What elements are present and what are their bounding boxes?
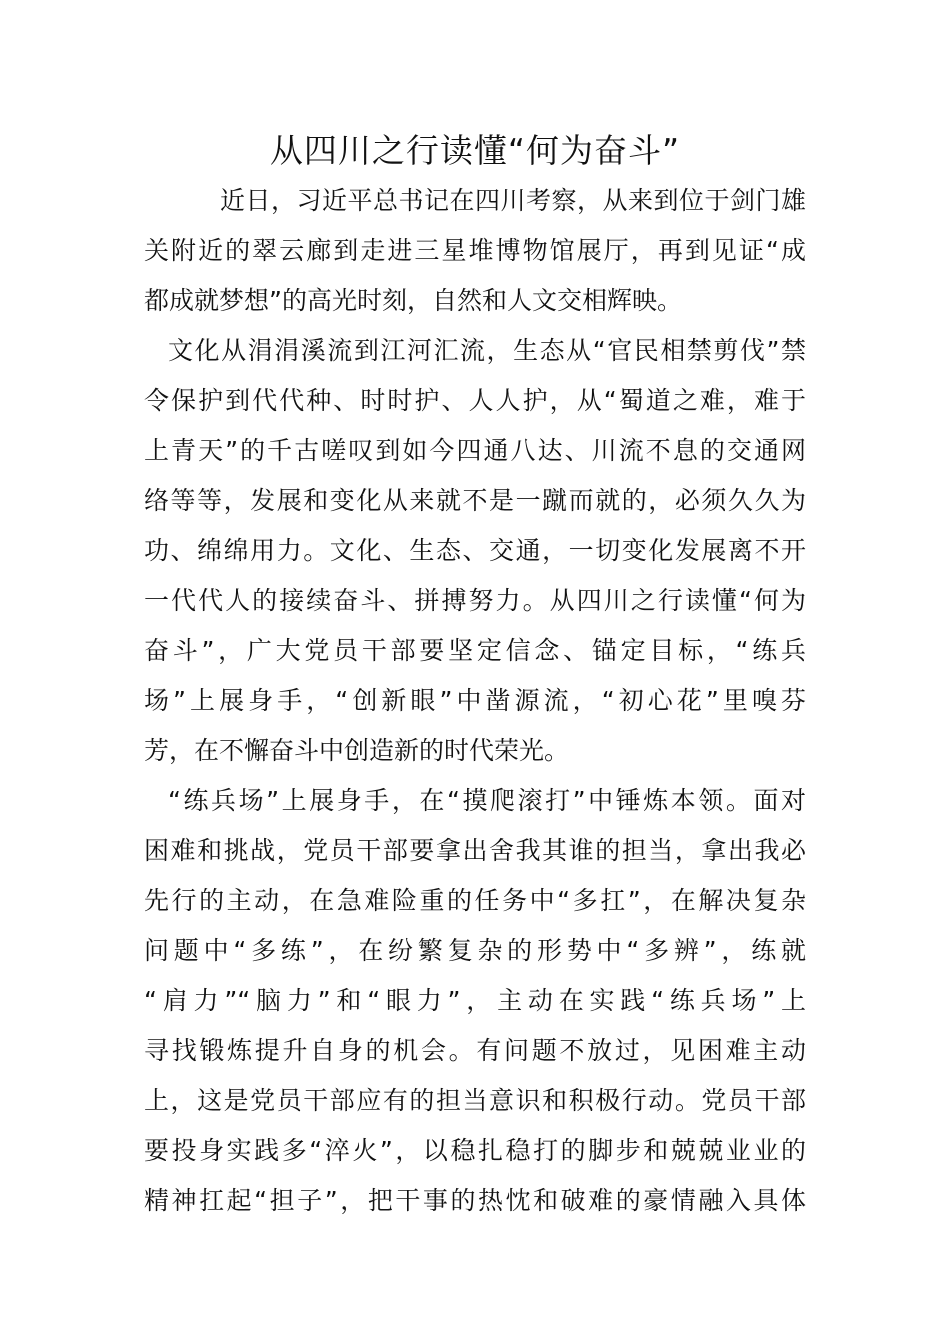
paragraph-1-line-2: 关附近的翠云廊到走进三星堆博物馆展厅，再到见证“成: [144, 236, 806, 265]
document-title: 从四川之行读懂“何为奋斗”: [269, 131, 681, 170]
paragraph-2-line-2: 令保护到代代种、时时护、人人护，从“蜀道之难，难于: [144, 386, 806, 415]
paragraph-2-line-5: 功、绵绵用力。文化、生态、交通，一切变化发展离不开: [144, 536, 806, 565]
paragraph-2-line-6: 一代代人的接续奋斗、拼搏努力。从四川之行读懂“何为: [144, 586, 806, 615]
paragraph-3-line-9: 精神扛起“担子”，把干事的热忱和破难的豪情融入具体: [144, 1186, 806, 1215]
paragraph-2-line-3: 上青天”的千古嗟叹到如今四通八达、川流不息的交通网: [144, 436, 806, 465]
paragraph-1-line-1: 近日，习近平总书记在四川考察，从来到位于剑门雄: [220, 186, 806, 215]
paragraph-3-line-2: 困难和挑战，党员干部要拿出舍我其谁的担当，拿出我必: [144, 836, 806, 865]
paragraph-3-line-4: 问题中“多练”，在纷繁复杂的形势中“多辨”，练就: [144, 936, 806, 965]
paragraph-3-line-6: 寻找锻炼提升自身的机会。有问题不放过，见困难主动: [144, 1036, 806, 1065]
paragraph-3-line-3: 先行的主动，在急难险重的任务中“多扛”，在解决复杂: [144, 886, 806, 915]
paragraph-3-line-8: 要投身实践多“淬火”，以稳扎稳打的脚步和兢兢业业的: [144, 1136, 806, 1165]
paragraph-2-line-4: 络等等，发展和变化从来就不是一蹴而就的，必须久久为: [144, 486, 806, 515]
paragraph-3-line-1: “练兵场”上展身手，在“摸爬滚打”中锤炼本领。面对: [168, 786, 806, 815]
paragraph-2-line-1: 文化从涓涓溪流到江河汇流，生态从“官民相禁剪伐”禁: [168, 336, 806, 365]
paragraph-2-line-9: 芳，在不懈奋斗中创造新的时代荣光。: [144, 736, 570, 765]
paragraph-3-line-7: 上，这是党员干部应有的担当意识和积极行动。党员干部: [144, 1086, 806, 1115]
paragraph-2-line-8: 场”上展身手，“创新眼”中凿源流，“初心花”里嗅芬: [144, 686, 806, 715]
paragraph-2-line-7: 奋斗”，广大党员干部要坚定信念、锚定目标，“练兵: [144, 636, 806, 665]
paragraph-1-line-3: 都成就梦想”的高光时刻，自然和人文交相辉映。: [144, 286, 682, 315]
paragraph-3-line-5: “肩力”“脑力”和“眼力”，主动在实践“练兵场”上: [144, 986, 806, 1015]
